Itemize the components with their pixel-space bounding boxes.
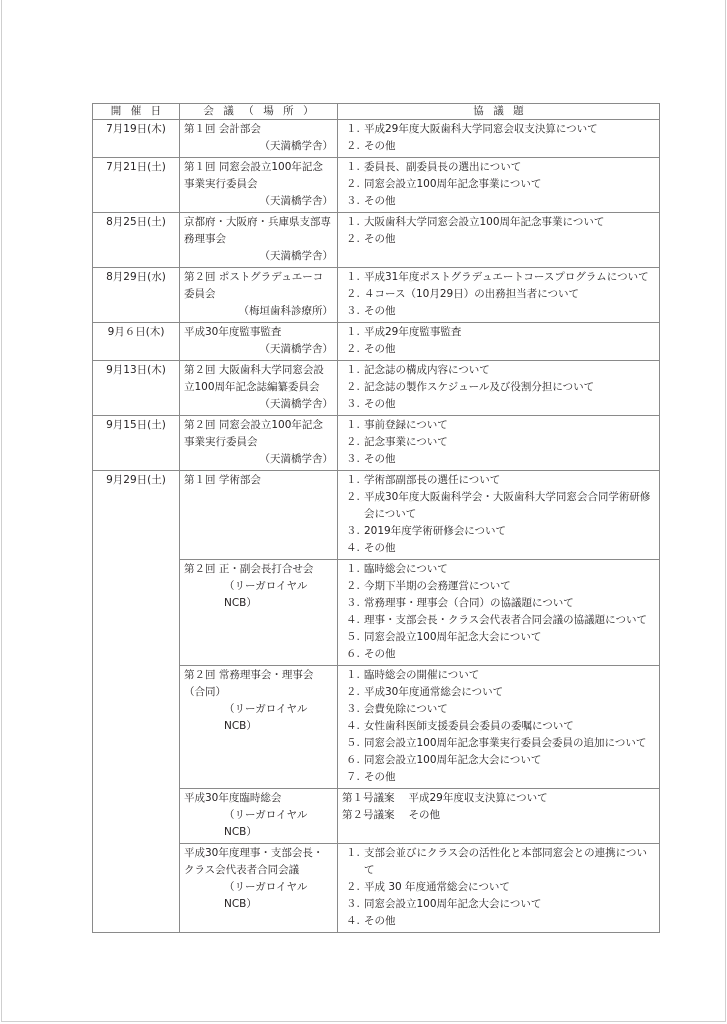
meeting-date: 9月15日(土)	[93, 416, 180, 471]
header-topics: 協議題	[338, 104, 660, 120]
meeting-date: 7月19日(木)	[93, 120, 180, 158]
meeting-cell	[180, 789, 338, 844]
meeting-name: 平成30年度監事監査	[184, 326, 282, 338]
topic-item: ４. 理事・支部会長・クラス会代表者合同会議の協議題について	[346, 614, 647, 626]
meeting-name: 第２回 常務理事会・理事会（合同）	[184, 669, 314, 698]
topics-cell	[338, 844, 660, 933]
table-row	[93, 471, 660, 560]
meeting-name: 平成30年度臨時総会	[184, 792, 282, 804]
topic-item: ２. その他	[346, 233, 396, 245]
meeting-name: 平成30年度理事・支部会長・クラス会代表者合同会議	[184, 847, 324, 876]
meeting-place: （リーガロイヤルNCB）	[224, 580, 308, 609]
topic-item: ４. その他	[346, 915, 396, 927]
topics-cell	[338, 789, 660, 844]
topic-item: ６. 同窓会設立100周年記念大会について	[346, 754, 542, 766]
meeting-name: 第２回 正・副会長打合せ会	[184, 563, 314, 575]
meeting-cell	[180, 213, 338, 268]
header-date: 開催日	[93, 104, 180, 120]
meeting-name: 第１回 同窓会設立100年記念事業実行委員会	[184, 161, 323, 190]
meeting-place: （リーガロイヤルNCB）	[224, 881, 308, 910]
topic-item: １. 大阪歯科大学同窓会設立100周年記念事業について	[346, 216, 605, 228]
table-row	[93, 120, 660, 158]
meeting-date: 9月29日(土)	[93, 471, 180, 933]
topics-cell	[338, 361, 660, 416]
topic-item: ５. 同窓会設立100周年記念大会について	[346, 631, 542, 643]
meeting-cell	[180, 158, 338, 213]
meeting-place: （リーガロイヤルNCB）	[224, 703, 308, 732]
topics-cell	[338, 416, 660, 471]
topic-item: ３. 同窓会設立100周年記念大会について	[346, 898, 542, 910]
meeting-name: 第２回 同窓会設立100年記念事業実行委員会	[184, 419, 323, 448]
topics-cell	[338, 323, 660, 361]
topics-cell	[338, 120, 660, 158]
meeting-place: （天満橋学舎）	[259, 453, 333, 465]
topic-item: ２. 平成30年度通常総会について	[346, 686, 504, 698]
meeting-cell	[180, 416, 338, 471]
topics-cell	[338, 158, 660, 213]
meeting-place: （天満橋学舎）	[259, 140, 333, 152]
topic-item: ２. 今期下半期の会務運営について	[346, 580, 511, 592]
topic-item: ２. 記念誌の製作スケジュール及び役割分担について	[346, 381, 595, 393]
topic-item: １. 支部会並びにクラス会の活性化と本部同窓会との連携について	[346, 847, 647, 876]
topic-item: ７. その他	[346, 771, 396, 783]
topic-item: １. 事前登録について	[346, 419, 448, 431]
topic-item: ３. その他	[346, 453, 396, 465]
table-row	[93, 323, 660, 361]
topic-item: ２. 同窓会設立100周年記念事業について	[346, 178, 542, 190]
topic-item: １. 平成29年度大阪歯科大学同窓会収支決算について	[346, 123, 598, 135]
topic-item: ６. その他	[346, 648, 396, 660]
topic-item: １. 平成29年度監事監査	[346, 326, 462, 338]
table-row	[93, 416, 660, 471]
topic-item: ３. 2019年度学術研修会について	[346, 525, 507, 537]
meeting-cell	[180, 268, 338, 323]
meeting-place: （リーガロイヤルNCB）	[224, 809, 308, 838]
meeting-place: （天満橋学舎）	[259, 343, 333, 355]
meeting-cell	[180, 323, 338, 361]
topics-cell	[338, 666, 660, 789]
topic-item: ３. その他	[346, 398, 396, 410]
topic-item: ４. 女性歯科医師支援委員会委員の委嘱について	[346, 720, 574, 732]
table-header-row	[93, 104, 660, 120]
meeting-cell	[180, 560, 338, 666]
table-row	[93, 213, 660, 268]
topic-item: １. 平成31年度ポストグラデュエートコースプログラムについて	[346, 271, 649, 283]
topic-item: ３. 常務理事・理事会（合同）の協議題について	[346, 597, 574, 609]
topic-item: １. 臨時総会の開催について	[346, 669, 480, 681]
meeting-date: 9月13日(木)	[93, 361, 180, 416]
meeting-place: （天満橋学舎）	[259, 195, 333, 207]
meeting-name: 第２回 大阪歯科大学同窓会設立100周年記念誌編纂委員会	[184, 364, 324, 393]
topic-item: ２. 記念事業について	[346, 436, 448, 448]
meeting-date: 7月21日(土)	[93, 158, 180, 213]
topic-item: １. 臨時総会について	[346, 563, 448, 575]
meeting-name: 第１回 会計部会	[184, 123, 261, 135]
meeting-cell	[180, 361, 338, 416]
topics-cell	[338, 213, 660, 268]
meeting-date: 8月25日(土)	[93, 213, 180, 268]
topic-item: ５. 同窓会設立100周年記念事業実行委員会委員の追加について	[346, 737, 647, 749]
topic-item: １. 記念誌の構成内容について	[346, 364, 490, 376]
meeting-place: （梅垣歯科診療所）	[238, 305, 333, 317]
table-row	[93, 158, 660, 213]
meeting-cell	[180, 471, 338, 560]
meeting-name: 第２回 ポストグラデュエーコ委員会	[184, 271, 324, 300]
table-row	[93, 268, 660, 323]
topic-item: ２. その他	[346, 140, 396, 152]
motion-item: 第１号議案 平成29年度収支決算について	[342, 792, 548, 804]
topic-item: １. 学術部副部長の選任について	[346, 474, 501, 486]
document-page	[1, 0, 726, 1022]
header-meeting: 会議（場所）	[180, 104, 338, 120]
meeting-schedule-table	[92, 103, 660, 933]
topic-item: ４. その他	[346, 542, 396, 554]
meeting-cell	[180, 844, 338, 933]
meeting-name: 京都府・大阪府・兵庫県支部専務理事会	[184, 216, 331, 245]
topic-item: ３. その他	[346, 305, 396, 317]
topics-cell	[338, 471, 660, 560]
topics-cell	[338, 268, 660, 323]
meeting-date: 9月６日(木)	[93, 323, 180, 361]
motion-item: 第２号議案 その他	[342, 809, 440, 821]
topic-item: ３. 会費免除について	[346, 703, 448, 715]
topic-item: ２. 平成30年度大阪歯科学会・大阪歯科大学同窓会合同学術研修会について	[346, 491, 651, 520]
table-row	[93, 361, 660, 416]
topic-item: ２. その他	[346, 343, 396, 355]
meeting-date: 8月29日(水)	[93, 268, 180, 323]
topic-item: ３. その他	[346, 195, 396, 207]
meeting-name: 第１回 学術部会	[184, 474, 261, 486]
meeting-cell	[180, 120, 338, 158]
topic-item: １. 委員長、副委員長の選出について	[346, 161, 522, 173]
meeting-cell	[180, 666, 338, 789]
topic-item: ２. ４コース（10月29日）の出務担当者について	[346, 288, 579, 300]
topic-item: ２. 平成 30 年度通常総会について	[346, 881, 510, 893]
meeting-place: （天満橋学舎）	[259, 250, 333, 262]
meeting-place: （天満橋学舎）	[259, 398, 333, 410]
topics-cell	[338, 560, 660, 666]
